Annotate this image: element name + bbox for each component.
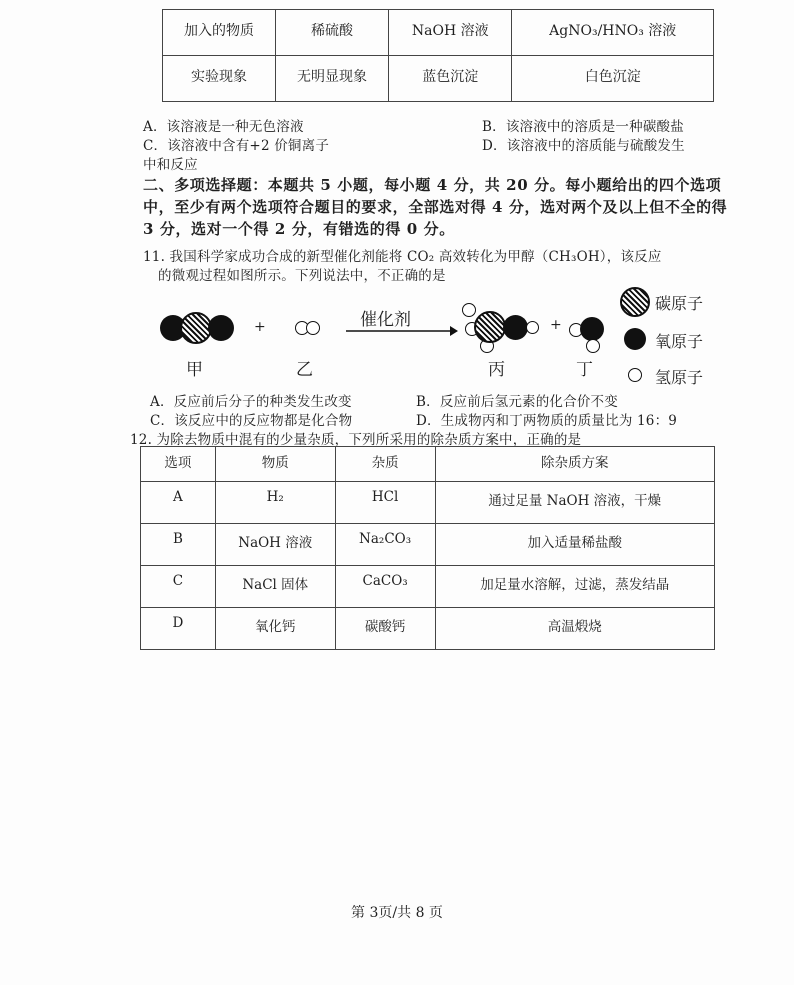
table-cell: CaCO₃ [335,566,435,608]
table-cell: AgNO₃/HNO₃ 溶液 [512,10,714,56]
q12-stem: 12. 为除去物质中混有的少量杂质，下列所采用的除杂质方案中，正确的是 [130,432,582,448]
legend-oxygen-icon [624,328,646,350]
table-header-cell: 杂质 [335,447,435,482]
table-cell: 碳酸钙 [335,608,435,650]
oxygen-atom [208,315,234,341]
hydrogen-atom [586,339,600,353]
reaction-diagram [150,283,730,393]
q10-option-a: A．该溶液是一种无色溶液 [143,119,304,135]
q11-option-d: D．生成物丙和丁两物质的质量比为 16：9 [416,413,678,429]
oxygen-atom [503,315,528,340]
q11-stem-line-2: 的微观过程如图所示。下列说法中，不正确的是 [158,268,446,284]
legend-hydrogen-icon [628,368,642,382]
table-row [141,566,715,608]
table-cell: NaOH 溶液 [215,524,335,566]
q11-option-b: B．反应前后氢元素的化合价不变 [416,394,618,410]
table-cell: Na₂CO₃ [335,524,435,566]
q11-option-c: C．该反应中的反应物都是化合物 [150,413,353,429]
table-row [141,524,715,566]
table-row [163,10,714,56]
q10-option-b: B．该溶液中的溶质是一种碳酸盐 [482,119,684,135]
impurity-removal-table [140,446,715,650]
q11-option-a: A．反应前后分子的种类发生改变 [150,394,352,410]
table-cell: 无明显现象 [276,56,389,102]
legend-oxygen-label: 氧原子 [655,332,704,351]
molecule-label-bing: 丙 [488,360,505,380]
reaction-arrow [346,325,458,337]
table-header-cell: 物质 [215,447,335,482]
q10-option-d-continued: 中和反应 [143,157,198,173]
table-cell: 加足量水溶解，过滤，蒸发结晶 [435,566,714,608]
table-cell: 稀硫酸 [276,10,389,56]
plus-sign: + [550,317,562,333]
table-cell: 加入适量稀盐酸 [435,524,714,566]
hydrogen-atom [526,321,539,334]
table-cell: 实验现象 [163,56,276,102]
table-cell: HCl [335,482,435,524]
table-cell: C [141,566,216,608]
legend-carbon-label: 碳原子 [655,294,704,313]
table-cell: NaOH 溶液 [389,10,512,56]
molecule-label-ding: 丁 [576,360,593,380]
legend-carbon-icon [620,287,650,317]
carbon-atom [474,311,506,343]
q11-stem-line-1: 11. 我国科学家成功合成的新型催化剂能将 CO₂ 高效转化为甲醇（CH₃OH），该反应 [143,249,662,265]
table-cell: 蓝色沉淀 [389,56,512,102]
molecule-label-jia: 甲 [186,360,203,380]
experiment-table [162,9,714,102]
catalyst-label: 催化剂 [360,310,411,330]
q10-option-c: C．该溶液中含有+2 价铜离子 [143,138,330,154]
table-cell: 白色沉淀 [512,56,714,102]
table-header-cell: 选项 [141,447,216,482]
table-cell: A [141,482,216,524]
page-footer: 第 3页/共 8 页 [351,905,443,921]
plus-sign: + [254,319,266,335]
table-cell: 氧化钙 [215,608,335,650]
table-row [141,608,715,650]
hydrogen-atom [306,321,320,335]
table-cell: 加入的物质 [163,10,276,56]
table-header-row [141,447,715,482]
table-cell: B [141,524,216,566]
q10-option-d: D．该溶液中的溶质能与硫酸发生 [482,138,685,154]
table-cell: H₂ [215,482,335,524]
oxygen-atom [580,317,604,341]
section-2-instructions: 二、多项选择题：本题共 5 小题，每小题 4 分，共 20 分。每小题给出的四个选项中，至少有两个选项符合题目的要求，全部选对得 4 分，选对两个及以上但不全的得 3 分，选对一个得 2 分，有错选的得 0 分。 [143,176,728,238]
legend-hydrogen-label: 氢原子 [655,368,704,387]
table-cell: 通过足量 NaOH 溶液，干燥 [435,482,714,524]
table-row [163,56,714,102]
molecule-label-yi: 乙 [296,360,313,380]
table-cell: 高温煅烧 [435,608,714,650]
table-cell: D [141,608,216,650]
table-cell: NaCl 固体 [215,566,335,608]
table-row [141,482,715,524]
hydrogen-atom [462,303,476,317]
table-header-cell: 除杂质方案 [435,447,714,482]
